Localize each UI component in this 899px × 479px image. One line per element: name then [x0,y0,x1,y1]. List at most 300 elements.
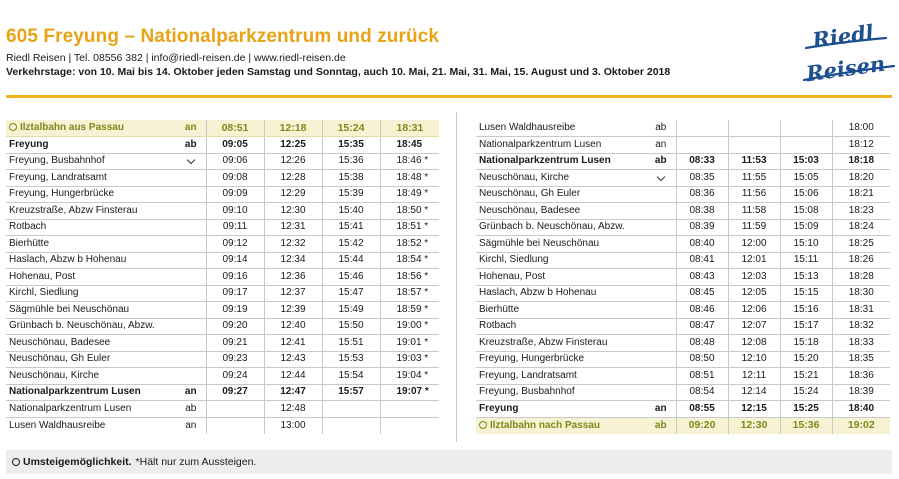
stop-label: Neuschönau, Gh Euler [9,353,111,365]
stop-label: Kreuzstraße, Abzw Finsterau [9,204,138,216]
departure-time: 08:50 [676,351,728,368]
departure-time: 19:03 * [380,351,439,368]
departure-time: 12:00 [728,236,780,253]
stop-name [476,153,646,170]
stop-name [476,384,646,401]
stop-name [476,318,646,335]
departure-time: 12:34 [264,252,322,269]
departure-time: 18:59 * [380,302,439,319]
departure-time: 09:12 [206,236,264,253]
departure-time: 09:05 [206,137,264,154]
departure-time: 08:46 [676,302,728,319]
departure-time: 12:25 [264,137,322,154]
timetable-row [6,170,439,187]
svg-text:Reisen: Reisen [804,50,887,86]
departure-time: 09:19 [206,302,264,319]
departure-time: 08:51 [676,368,728,385]
return-timetable [476,120,890,434]
departure-time: 12:29 [264,186,322,203]
timetable-row [476,417,890,434]
header-divider [6,95,892,98]
stop-name [6,335,176,352]
departure-time: 12:28 [264,170,322,187]
contact-info: Riedl Reisen | Tel. 08556 382 | info@riedl-reisen.de | www.riedl-reisen.de [6,52,346,64]
timetable-row [476,203,890,220]
departure-time [380,401,439,418]
connection-ring-icon [12,458,20,466]
departure-time: 15:05 [780,170,832,187]
departure-time: 18:20 [832,170,890,187]
departure-time: 15:51 [322,335,380,352]
departure-time: 18:25 [832,236,890,253]
departure-time: 18:00 [832,120,890,137]
departure-time: 08:54 [676,384,728,401]
arrival-departure-flag: ab [646,153,676,170]
arrival-departure-flag [176,269,206,286]
departure-time: 18:33 [832,335,890,352]
stop-name [476,137,646,154]
departure-time: 09:24 [206,368,264,385]
timetable-row [6,120,439,137]
arrival-departure-flag [176,252,206,269]
timetable-row [476,401,890,418]
timetable-row [6,186,439,203]
timetable-row [6,368,439,385]
departure-time: 18:35 [832,351,890,368]
timetable-row [476,285,890,302]
arrival-departure-flag [176,153,206,170]
stop-label: Neuschönau, Gh Euler [479,188,581,200]
departure-time: 15:06 [780,186,832,203]
departure-time: 15:40 [322,203,380,220]
stop-label: Freyung, Landratsamt [9,171,107,183]
stop-label: Rotbach [479,320,517,332]
departure-time: 11:56 [728,186,780,203]
departure-time: 12:47 [264,384,322,401]
departure-time: 12:37 [264,285,322,302]
stop-name [6,269,176,286]
departure-time [676,120,728,137]
departure-time: 11:53 [728,153,780,170]
departure-time: 15:49 [322,302,380,319]
arrival-departure-flag [176,335,206,352]
departure-time [780,137,832,154]
departure-time: 08:38 [676,203,728,220]
departure-time: 18:40 [832,401,890,418]
departure-time: 18:30 [832,285,890,302]
departure-time: 15:38 [322,170,380,187]
departure-time: 15:41 [322,219,380,236]
departure-time: 12:30 [264,203,322,220]
departure-time: 18:49 * [380,186,439,203]
departure-time: 12:15 [728,401,780,418]
departure-time: 19:00 * [380,318,439,335]
arrival-departure-flag [176,368,206,385]
stop-name [6,384,176,401]
departure-time: 18:31 [832,302,890,319]
arrival-departure-flag [646,219,676,236]
departure-time: 15:57 [322,384,380,401]
departure-time: 09:27 [206,384,264,401]
stop-name [6,318,176,335]
stop-label: Bierhütte [9,237,50,249]
arrival-departure-flag [646,236,676,253]
stop-label: Neuschönau, Kirche [9,369,100,381]
departure-time: 15:11 [780,252,832,269]
departure-time: 12:40 [264,318,322,335]
stop-label: Lusen Waldhausreibe [479,122,576,133]
departure-time [322,417,380,434]
departure-time: 19:02 [832,417,890,434]
stop-label: Nationalparkzentrum Lusen [9,386,141,398]
stop-name [476,335,646,352]
timetable-row [476,170,890,187]
departure-time [728,120,780,137]
timetable-row [476,368,890,385]
stop-name [6,368,176,385]
timetable-row [476,120,890,137]
timetable-row [6,401,439,418]
stop-label: Freyung, Landratsamt [479,369,577,381]
departure-time: 08:51 [206,120,264,137]
stop-label: Hohenau, Post [479,270,546,282]
departure-time: 12:48 [264,401,322,418]
timetable-row [6,269,439,286]
timetable-title: 605 Freyung – Nationalparkzentrum und zurück [6,26,440,47]
alight-only-note: *Hält nur zum Aussteigen. [135,456,257,468]
stop-name [6,186,176,203]
riedl-reisen-logo [800,14,898,86]
arrival-departure-flag [176,170,206,187]
stop-name [6,170,176,187]
departure-time: 08:40 [676,236,728,253]
arrival-departure-flag [176,285,206,302]
stop-name [6,153,176,170]
departure-time: 18:32 [832,318,890,335]
connection-ring-icon [479,421,487,429]
departure-time: 12:43 [264,351,322,368]
stop-label: Nationalparkzentrum Lusen [479,155,611,167]
departure-time: 15:16 [780,302,832,319]
departure-time: 18:24 [832,219,890,236]
departure-time: 15:35 [322,137,380,154]
departure-time: 12:36 [264,269,322,286]
departure-time: 19:04 * [380,368,439,385]
departure-time: 18:12 [832,137,890,154]
departure-time: 12:08 [728,335,780,352]
departure-time: 12:01 [728,252,780,269]
departure-time [206,401,264,418]
departure-time: 18:28 [832,269,890,286]
timetable-row [6,417,439,434]
departure-time: 15:08 [780,203,832,220]
stop-name [6,351,176,368]
departure-time: 18:26 [832,252,890,269]
departure-time: 15:53 [322,351,380,368]
departure-time: 08:47 [676,318,728,335]
stop-label: Kirchl, Siedlung [9,287,79,299]
departure-time: 15:20 [780,351,832,368]
departure-time: 18:50 * [380,203,439,220]
departure-time: 18:39 [832,384,890,401]
stop-name [6,285,176,302]
svg-text:Riedl: Riedl [810,19,876,53]
departure-time: 18:45 [380,137,439,154]
stop-label: Neuschönau, Badesee [9,336,111,348]
departure-time: 15:10 [780,236,832,253]
departure-time: 18:46 * [380,153,439,170]
stop-label: Grünbach b. Neuschönau, Abzw. [479,221,625,233]
stop-name [6,401,176,418]
departure-time: 12:41 [264,335,322,352]
stop-name [476,269,646,286]
arrival-departure-flag: ab [646,417,676,434]
departure-time: 11:59 [728,219,780,236]
departure-time: 08:36 [676,186,728,203]
departure-time [206,417,264,434]
stop-label: Freyung, Hungerbrücke [9,188,115,200]
arrival-departure-flag [176,318,206,335]
departure-time: 15:03 [780,153,832,170]
stop-name [6,137,176,154]
stop-name [476,401,646,418]
departure-time: 09:09 [206,186,264,203]
departure-time: 11:58 [728,203,780,220]
stop-name [476,302,646,319]
stop-name [476,252,646,269]
stop-label: Haslach, Abzw b Hohenau [479,287,597,299]
arrival-departure-flag [646,351,676,368]
departure-time: 09:06 [206,153,264,170]
departure-time: 09:20 [206,318,264,335]
departure-time: 18:31 [380,120,439,137]
departure-time: 12:11 [728,368,780,385]
timetable-row [6,351,439,368]
timetable-row [6,318,439,335]
stop-label: Lusen Waldhausreibe [9,419,106,431]
arrival-departure-flag: an [646,401,676,418]
timetable-row [476,236,890,253]
departure-time: 12:18 [264,120,322,137]
departure-time: 18:18 [832,153,890,170]
stop-label: Bierhütte [479,303,520,315]
stop-name [476,186,646,203]
departure-time: 12:30 [728,417,780,434]
departure-time: 12:03 [728,269,780,286]
departure-time [380,417,439,434]
departure-time: 12:39 [264,302,322,319]
departure-time: 18:56 * [380,269,439,286]
arrival-departure-flag [646,368,676,385]
connection-ring-icon [9,123,17,131]
timetable-row [6,252,439,269]
departure-time: 15:21 [780,368,832,385]
chevron-down-icon [187,156,195,164]
timetable-row [6,153,439,170]
timetable-row [476,269,890,286]
timetable-row [476,186,890,203]
departure-time: 12:10 [728,351,780,368]
stop-name [6,302,176,319]
connection-legend: Umsteigemöglichkeit. [23,456,132,468]
legend-footer [6,450,892,474]
departure-time: 09:23 [206,351,264,368]
stop-label: Neuschönau, Badesee [479,204,581,216]
departure-time: 18:54 * [380,252,439,269]
departure-time: 18:57 * [380,285,439,302]
departure-time: 18:36 [832,368,890,385]
departure-time: 09:14 [206,252,264,269]
departure-time: 12:26 [264,153,322,170]
stop-label: Freyung, Hungerbrücke [479,353,585,365]
stop-name [476,120,646,137]
departure-time: 15:13 [780,269,832,286]
stop-label: Kreuzstraße, Abzw Finsterau [479,336,608,348]
departure-time: 09:11 [206,219,264,236]
timetable-row [476,153,890,170]
departure-time: 15:18 [780,335,832,352]
stop-label: Sägmühle bei Neuschönau [9,303,130,315]
departure-time: 18:23 [832,203,890,220]
departure-time: 19:01 * [380,335,439,352]
stop-label: Haslach, Abzw b Hohenau [9,254,127,266]
timetable-row [6,302,439,319]
timetable-row [6,384,439,401]
departure-time [322,401,380,418]
departure-time: 18:21 [832,186,890,203]
departure-time: 12:06 [728,302,780,319]
stop-label: Ilztalbahn aus Passau [20,122,124,133]
timetable-row [6,236,439,253]
stop-label: Freyung, Busbahnhof [9,155,105,167]
departure-time: 15:17 [780,318,832,335]
stop-name [6,120,176,137]
outbound-timetable [6,120,439,434]
arrival-departure-flag: an [176,384,206,401]
stop-label: Freyung [479,402,519,414]
departure-time: 15:25 [780,401,832,418]
service-days: Verkehrstage: von 10. Mai bis 14. Oktober jeden Samstag und Sonntag, auch 10. Mai, 21. Mai, 31. Mai, 15. August und 3. Oktober 2018 [6,66,671,78]
departure-time: 18:52 * [380,236,439,253]
stop-name [476,351,646,368]
stop-label: Nationalparkzentrum Lusen [479,138,602,150]
stop-label: Freyung [9,138,49,150]
departure-time [780,120,832,137]
departure-time: 08:41 [676,252,728,269]
departure-time: 15:44 [322,252,380,269]
arrival-departure-flag [176,236,206,253]
stop-name [476,285,646,302]
departure-time: 15:47 [322,285,380,302]
arrival-departure-flag: ab [646,120,676,137]
stop-name [6,252,176,269]
departure-time: 08:43 [676,269,728,286]
timetable-row [6,335,439,352]
arrival-departure-flag: an [176,120,206,137]
departure-time: 12:31 [264,219,322,236]
departure-time: 15:42 [322,236,380,253]
stop-name [6,219,176,236]
chevron-down-icon [657,173,665,181]
departure-time: 12:05 [728,285,780,302]
stop-label: Nationalparkzentrum Lusen [9,402,132,414]
stop-label: Kirchl, Siedlung [479,254,549,266]
stop-name [476,368,646,385]
timetable-row [476,137,890,154]
arrival-departure-flag [646,285,676,302]
departure-time: 08:39 [676,219,728,236]
departure-time: 09:10 [206,203,264,220]
arrival-departure-flag [646,318,676,335]
stop-name [476,203,646,220]
timetable-row [6,137,439,154]
departure-time: 09:21 [206,335,264,352]
timetable-row [476,351,890,368]
stop-name [476,170,646,187]
departure-time: 15:24 [780,384,832,401]
arrival-departure-flag [646,252,676,269]
stop-name [6,236,176,253]
departure-time: 15:36 [780,417,832,434]
stop-label: Sägmühle bei Neuschönau [479,237,600,249]
departure-time: 15:50 [322,318,380,335]
departure-time [676,137,728,154]
arrival-departure-flag [646,186,676,203]
departure-time: 18:48 * [380,170,439,187]
stop-label: Grünbach b. Neuschönau, Abzw. [9,320,155,332]
departure-time: 08:35 [676,170,728,187]
departure-time: 15:39 [322,186,380,203]
timetable-row [476,384,890,401]
departure-time: 15:54 [322,368,380,385]
timetable-row [476,302,890,319]
timetable-row [476,252,890,269]
timetable-row [6,219,439,236]
timetable-row [476,219,890,236]
stop-label: Neuschönau, Kirche [479,171,570,183]
departure-time: 19:07 * [380,384,439,401]
stop-name [6,203,176,220]
departure-time: 08:48 [676,335,728,352]
departure-time: 15:09 [780,219,832,236]
departure-time: 09:08 [206,170,264,187]
arrival-departure-flag [176,351,206,368]
arrival-departure-flag: ab [176,401,206,418]
departure-time: 15:24 [322,120,380,137]
departure-time: 09:17 [206,285,264,302]
arrival-departure-flag [646,302,676,319]
departure-time: 15:46 [322,269,380,286]
arrival-departure-flag [176,302,206,319]
arrival-departure-flag [646,203,676,220]
stop-name [476,236,646,253]
departure-time: 08:33 [676,153,728,170]
departure-time: 11:55 [728,170,780,187]
stop-name [476,417,646,434]
stop-name [6,417,176,434]
arrival-departure-flag: ab [176,137,206,154]
departure-time: 09:16 [206,269,264,286]
stop-label: Rotbach [9,221,47,233]
column-divider [456,112,457,442]
stop-label: Hohenau, Post [9,270,76,282]
stop-label: Ilztalbahn nach Passau [490,419,601,431]
departure-time: 13:00 [264,417,322,434]
departure-time: 12:44 [264,368,322,385]
departure-time: 08:45 [676,285,728,302]
timetable-row [476,318,890,335]
timetable-row [6,203,439,220]
